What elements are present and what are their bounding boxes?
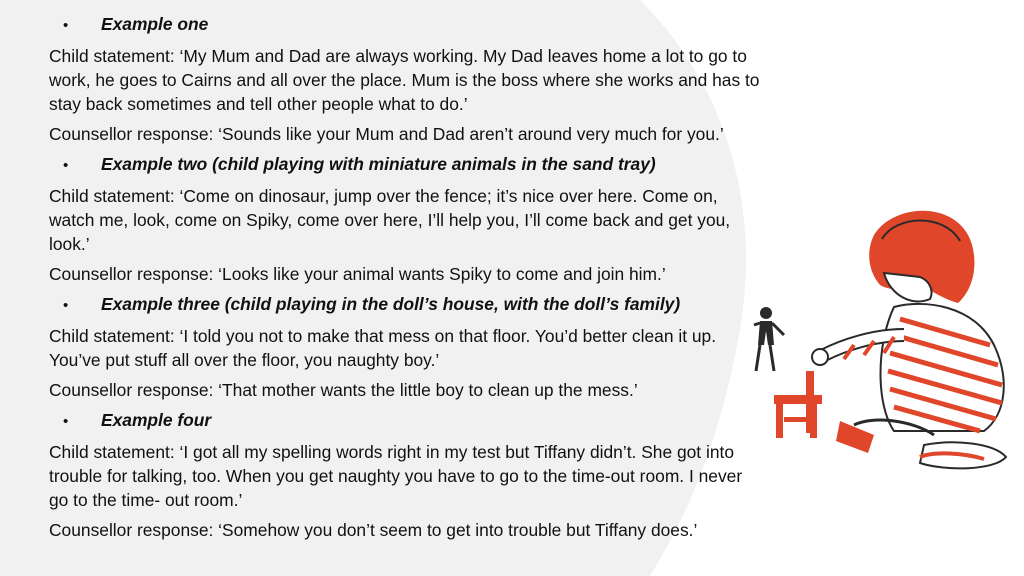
- example-heading: [49, 12, 761, 38]
- example-heading: [49, 408, 761, 434]
- bullet-icon: •: [63, 297, 69, 314]
- examples-list: [49, 12, 761, 548]
- child-statement: Child statement: ‘Come on dinosaur, jump over the fence; it’s nice over here. Come on, watch me, look, come on Spiky, come over here, I’ll help you, I’ll come back and get you, look.’: [49, 186, 731, 254]
- counsellor-response: Counsellor response: ‘That mother wants the little boy to clean up the mess.’: [49, 380, 638, 400]
- counsellor-response: Counsellor response: ‘Sounds like your Mum and Dad aren’t around very much for you.’: [49, 124, 724, 144]
- chair-icon: [774, 371, 822, 438]
- child-playing-illustration: [744, 195, 1024, 495]
- example-title: Example two (child playing with miniature animals in the sand tray): [101, 154, 656, 174]
- example-title: Example three (child playing in the doll’s house, with the doll’s family): [101, 294, 681, 314]
- child-figure-icon: [812, 211, 1006, 469]
- bullet-icon: •: [63, 157, 69, 174]
- counsellor-response: Counsellor response: ‘Looks like your animal wants Spiky to come and join him.’: [49, 264, 666, 284]
- example-title: Example one: [101, 14, 209, 34]
- child-statement: Child statement: ‘I told you not to make that mess on that floor. You’d better clean it up. You’ve put stuff all over the floor, you naughty boy.’: [49, 326, 717, 370]
- counsellor-response: Counsellor response: ‘Somehow you don’t seem to get into trouble but Tiffany does.’: [49, 520, 698, 540]
- bullet-icon: •: [63, 413, 69, 430]
- bullet-icon: •: [63, 17, 69, 34]
- example-title: Example four: [101, 410, 212, 430]
- example-heading: [49, 292, 761, 318]
- example-heading: [49, 152, 761, 178]
- child-statement: Child statement: ‘My Mum and Dad are always working. My Dad leaves home a lot to go to work, he goes to Cairns and all over the place. Mum is the boss where she works and has to stay back sometimes and tell other people what to do.’: [49, 46, 760, 114]
- child-statement: Child statement: ‘I got all my spelling words right in my test but Tiffany didn’t. She got into trouble for talking, too. When you get naughty you have to go to the time-out room. I never go to the time- out room.’: [49, 442, 743, 510]
